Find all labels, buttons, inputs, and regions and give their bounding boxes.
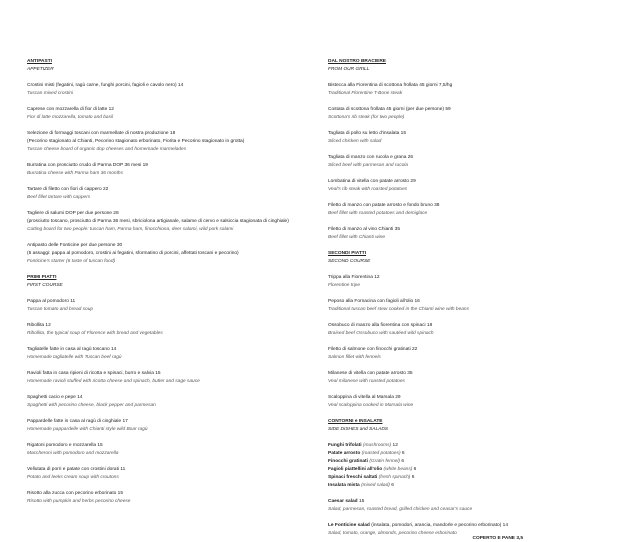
item-name: Risotto alla zucca con pecorino erborinato 15 [27, 491, 123, 496]
item-description: Fonticine's starter (6 taste of tuscan food) [27, 259, 116, 264]
item-description: Veal scaloppina cooked in Marsala wine [328, 403, 414, 408]
menu-column-left [27, 58, 312, 514]
salad-details: 15 [358, 499, 365, 504]
section-heading: PRIMI PIATTI [27, 275, 57, 280]
side-dish [328, 466, 618, 474]
menu-section [328, 58, 618, 242]
menu-item [27, 490, 312, 506]
item-description: Traditional tuscan beef stew cooked in the Chianti wine with beans [328, 307, 469, 312]
menu-item [328, 274, 618, 290]
menu-item [27, 130, 312, 154]
item-name: Pappa al pomodoro 11 [27, 299, 76, 304]
menu-item [27, 210, 312, 234]
side-dish-name: Insalata mista [328, 483, 360, 488]
menu-item [27, 242, 312, 266]
menu-item [27, 418, 312, 434]
side-dish-price: 6 [411, 475, 415, 480]
salad-details: (insalata, pomodori, arancia, mandorle e pecorino erborinato) 14 [371, 523, 508, 528]
item-details: (prosciutto toscano, prosciutto di Parma 36 mesi, sbriciolona artigianale, salame di cervo e salsiccia stagionata di cinghiale) [27, 219, 289, 224]
side-dish-price: 6 [401, 459, 405, 464]
side-dish-english: (mixed salad) [361, 483, 390, 488]
item-name: Ravioli fatta in casa ripieni di ricotta e spinaci, burro e salvia 15 [27, 371, 161, 376]
item-name: Ossobuco di manzo alla fiorentina con spinaci 18 [328, 323, 433, 328]
item-description: Spaghetti with pecorino cheese, black pepper and parmesan [27, 403, 156, 408]
side-dish [328, 482, 618, 490]
side-dish-english: (roasted potatoes) [361, 451, 401, 456]
item-name: Burratina con prosciutto crudo di Parma DOP 36 mesi 19 [27, 163, 148, 168]
item-description: Beef fillet with roasted potatoes and demiglace [328, 211, 428, 216]
item-description: Veal's rib steak with roasted potatoes [328, 187, 408, 192]
item-description: Ribollita, the typical soup of Florence with bread and vegetables [27, 331, 163, 336]
section-subheading: APPETIZER [27, 67, 54, 72]
menu-item [328, 82, 618, 98]
side-dish [328, 442, 618, 450]
item-description: Potato and leeks cream soup with croutons [27, 475, 119, 480]
item-name: Tartare di filetto con fiori di cappero 22 [27, 187, 109, 192]
menu-item [328, 298, 618, 314]
item-description: Fior di latte mozzarella, tomato and basil [27, 115, 114, 120]
menu-section [27, 274, 312, 506]
item-name: Tagliata di manzo con rucola e grana 26 [328, 155, 414, 160]
menu-section [328, 250, 618, 410]
menu-section [328, 418, 618, 538]
side-dish-price: 6 [391, 483, 394, 488]
menu-item [27, 106, 312, 122]
menu-item [328, 370, 618, 386]
menu-column-right [328, 58, 618, 542]
section-subheading: SECOND COURSE [328, 259, 371, 264]
item-name: Peposo alla Fornacina con fagioli all'olio 16 [328, 299, 420, 304]
menu-item [27, 346, 312, 362]
salad-description: Salad, parmesan, roasted bread, grilled chicken and ceasar's sauce [328, 507, 473, 512]
side-dish-english: (Gratin fennel) [369, 459, 400, 464]
item-description: Homemade ravioli stuffed with ricotta cheese and spinach, butter and sage sauce [27, 379, 200, 384]
item-description: Burratina cheese with Parma ham 36 months [27, 171, 123, 176]
side-dish [328, 450, 618, 458]
item-description: Tuscan cheese board of organic dop cheeses and homemade marmelades [27, 147, 187, 152]
side-dish-name: Funghi trifolati [328, 443, 362, 448]
side-dish-name: Finocchi gratinati [328, 459, 368, 464]
item-name: Vellutata di porri e patate con crostini dorati 11 [27, 467, 126, 472]
item-description: Scottona's rib steak (for two people) [328, 115, 405, 120]
side-dish-price: 6 [401, 451, 405, 456]
item-details: (Pecorino stagionato al Chianti, Pecorino stagionato erborinato, Fiorita e Pecorino stagionato in grotta) [27, 139, 245, 144]
side-dish-english: (white beans) [383, 467, 413, 472]
menu-item [328, 394, 618, 410]
section-heading: CONTORNI e INSALATE [328, 419, 383, 424]
item-name: Pappardelle fatte in casa al ragù di cinghiale 17 [27, 419, 128, 424]
menu-item [27, 442, 312, 458]
salad-name: Caesar salad [328, 499, 358, 504]
menu-item [328, 106, 618, 122]
item-name: Caprese con mozzarella di fior di latte 12 [27, 107, 114, 112]
item-description: Risotto with pumpkin and herbs pecorino cheese [27, 499, 131, 504]
item-description: Beef fillet with Chianti wine [328, 235, 386, 240]
item-description: Traditional Florentine T-Bone steak [328, 91, 403, 96]
menu-item [328, 226, 618, 242]
section-subheading: FIRST COURSE [27, 283, 63, 288]
menu-item [328, 178, 618, 194]
section-subheading: FROM OUR GRILL [328, 67, 370, 72]
side-dish-price: 12 [392, 443, 398, 448]
menu-item [27, 82, 312, 98]
salad-line [328, 498, 618, 506]
menu-item [27, 298, 312, 314]
side-dish-price: 6 [413, 467, 417, 472]
item-details: (5 assaggi: pappa al pomodoro, crostini ai fegatini, sformatino di porcini, affettati toscani e pecorino) [27, 251, 239, 256]
menu-item [328, 130, 618, 146]
item-name: Rigatoni pomodoro e mozzarella 15 [27, 443, 103, 448]
item-name: Trippa alla Fiorentina 12 [328, 275, 380, 280]
side-dish-name: Patate arrosto [328, 451, 361, 456]
menu-section [27, 58, 312, 266]
item-name: Tagliatelle fatte in casa al ragù toscano 14 [27, 347, 117, 352]
item-name: Antipasto delle Fonticine per due persone 30 [27, 243, 123, 248]
item-name: Tagliere di salumi DOP per due persone 28 [27, 211, 119, 216]
item-name: Filetto di manzo con patate arrosto e fondo bruno 38 [328, 203, 440, 208]
item-name: Filetto di salmone con finocchi gratinati 22 [328, 347, 418, 352]
section-heading: ANTIPASTI [27, 59, 52, 64]
item-name: Costata di scottona frollata 45 giorni (per due persone) 59 [328, 107, 451, 112]
side-dish [328, 474, 618, 482]
item-description: Maccheroni with pomodoro and mozzarella [27, 451, 119, 456]
section-subheading: SIDE DISHES and SALADS [328, 427, 388, 432]
side-dish-name: Spinaci freschi saltati [328, 475, 378, 480]
item-description: Beef fillet tartare with cappers [27, 195, 91, 200]
item-description: Homemade pappardelle with Chianti style wild Boar ragù [27, 427, 148, 432]
item-name: Spaghetti cacio e pepe 14 [27, 395, 83, 400]
menu-item [27, 370, 312, 386]
salad-name: Le Fonticine salad [328, 523, 370, 528]
item-description: Veal milanese with roasted potatoes [328, 379, 405, 384]
menu-item [27, 162, 312, 178]
menu-item [27, 394, 312, 410]
item-description: Cutting board for two people: tuscan ham, Parma ham, finocchiona, deer salami, wild pork salami [27, 227, 234, 232]
item-description: Tuscan tomato and bread soup [27, 307, 94, 312]
menu-item [328, 154, 618, 170]
item-description: Braised beef Ossobuco with sautéed wild spinach [328, 331, 434, 336]
menu-item [328, 202, 618, 218]
item-name: Bistecca alla Fiorentina di scottona frollata 45 giorni 7,5/hg [328, 83, 453, 88]
salad-description: Salad, tomato, orange, almonds, pecorino cheese erborinato [328, 531, 457, 536]
side-dish-name: Fagioli piattellini all'olio [328, 467, 383, 472]
item-description: Tuscan mixed crostini [27, 91, 74, 96]
section-heading: DAL NOSTRO BRACIERE [328, 59, 387, 64]
side-dish [328, 458, 618, 466]
item-name: Lombatina di vitella con patate arrosto 29 [328, 179, 416, 184]
salad-item [328, 498, 618, 514]
item-name: Scaloppina di vitella al Marsala 29 [328, 395, 401, 400]
item-description: Sliced chicken with salad [328, 139, 382, 144]
item-description: Florentine tripe [328, 283, 360, 288]
item-description: Homemade tagliatelle with Tuscan beef ragù [27, 355, 122, 360]
side-dish-english: (fresh spinach) [378, 475, 411, 480]
item-name: Selezione di formaggi toscani con marmellate di nostra produzione 18 [27, 131, 176, 136]
menu-item [27, 186, 312, 202]
side-dish-english: (mushrooms) [362, 443, 392, 448]
menu-item [328, 322, 618, 338]
side-dish-list [328, 442, 618, 490]
cover-charge: COPERTO E PANE 3,5 [472, 536, 523, 541]
menu-item [27, 466, 312, 482]
menu-item [328, 346, 618, 362]
item-name: Milanese di vitella con patate arrosto 35 [328, 371, 413, 376]
item-name: Tagliata di pollo su letto d'insalata 15 [328, 131, 406, 136]
salad-line [328, 522, 618, 530]
item-description: Salmon fillet with fennels [328, 355, 381, 360]
section-heading: SECONDI PIATTI [328, 251, 367, 256]
menu-item [27, 322, 312, 338]
item-name: Crostini misti (fegatini, ragù carne, funghi porcini, fagioli e cavolo nero) 14 [27, 83, 184, 88]
item-name: Filetto di manzo al vino Chianti 35 [328, 227, 400, 232]
item-description: Sliced beef with parmesan and rucola [328, 163, 408, 168]
item-name: Ribollita 12 [27, 323, 51, 328]
